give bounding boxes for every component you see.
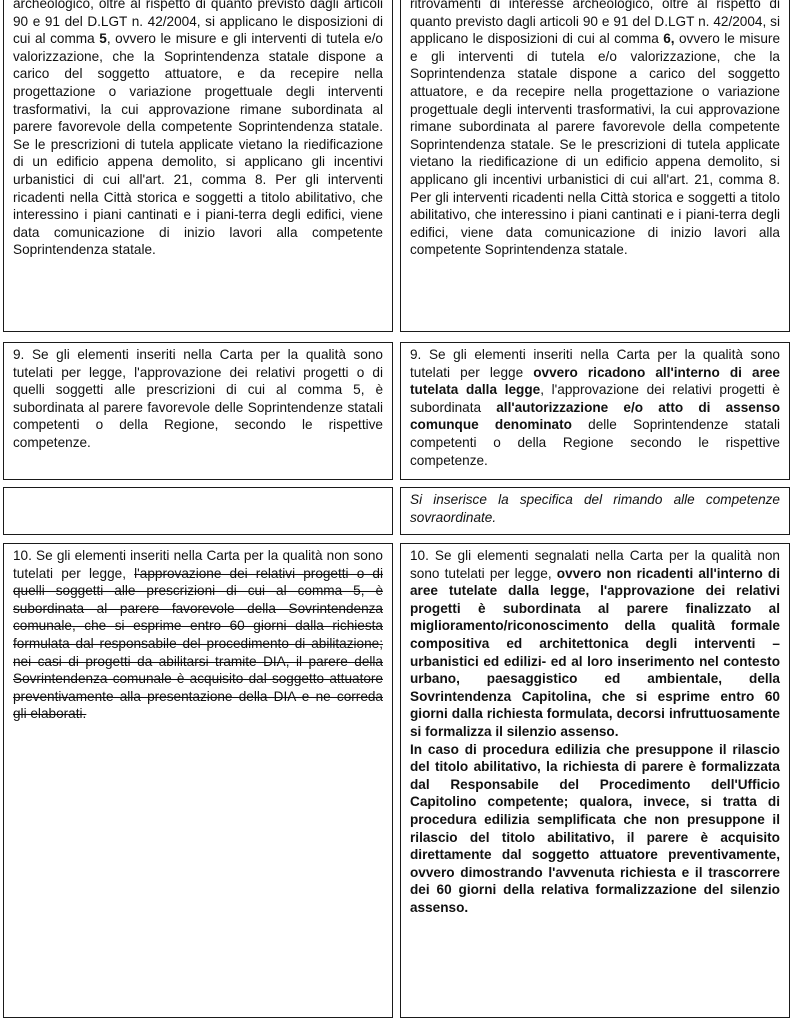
paragraph: [410, 343, 780, 469]
note-text: Si inserisce la specifica del rimando alle competenze sovraordinate.: [410, 492, 780, 525]
cell-article-9-left: [3, 342, 393, 480]
paragraph: 9. Se gli elementi inseriti nella Carta per la qualità sono tutelati per legge, l'approvazione dei relativi progetti o di quelli soggetti alle prescrizioni di cui al comma 5, è subordinata al parere favorevole delle Soprintendenze statali competenti o della Regione, secondo le rispettive competenze.: [13, 347, 383, 450]
cell-continuation-left: [3, 0, 393, 332]
cell-article-10-left: [3, 543, 393, 1018]
paragraph: In caso di procedura edilizia che presuppone il rilascio del titolo abilitativo, la richiesta di parere è formalizzata dal Responsabile del Procedimento dell'Ufficio Capitolino competente; qualora, invece, si tratta di procedura edilizia semplificata che non presuppone il rilascio del titolo abilitativo, il parere è acquisito direttamente dal soggetto attuatore preventivamente, ovvero dimostrando l'avvenuta richiesta e il trascorrere dei 60 giorni della relativa formalizzazione del silenzio assenso.: [410, 741, 780, 915]
struck-text: l'approvazione dei relativi progetti o di quelli soggetti alle prescrizioni di cui al comma 5, è subordinata al parere favorevole della Sovrintendenza comunale, che si esprime entro 60 giorni dalla richiesta formulata dal responsabile del procedimento di abilitazione; nei casi di progetti da abilitarsi tramite DIA, il parere della Sovrintendenza comunale è acquisito dal soggetto attuatore preventivamente alla presentazione della DIA e ne correda gli elaborati.: [13, 565, 383, 722]
text-run: ovvero le misure e gli interventi di tutela e/o valorizzazione, che la Soprintendenza statale dispone a carico del soggetto attuatore, e da recepire nella progettazione o variazione progettuale degli interventi trasformativi, la cui approvazione rimane subordinata al parere favorevole della competente Soprintendenza statale. Se le prescrizioni di tutela applicate vietano la riedificazione di un edificio appena demolito, si applicano gli incentivi urbanistici di cui all'art. 21, comma 8. Per gli interventi ricadenti nella Città storica e soggetti a titolo abilitativo, che interessino i piani cantinati e i piani-terra degli edifici, viene data comunicazione di inizio lavori alla competente Soprintendenza statale.: [410, 31, 780, 258]
text-run: , l'approvazione dei relativi progetti è subordinata: [410, 382, 780, 415]
paragraph: [410, 0, 780, 259]
paragraph: [13, 544, 383, 723]
paragraph: [410, 544, 780, 741]
text-run: ritrovamenti di interesse archeologico, oltre al rispetto di quanto previsto dagli articoli 90 e 91 del D.LGT n. 42/2004, si applicano le disposizioni di cui al comma: [410, 0, 780, 47]
bold-run: all'autorizzazione e/o atto di assenso comunque denominato: [410, 399, 781, 433]
paragraph: [13, 0, 383, 259]
text-run: 9. Se gli elementi inseriti nella Carta per la qualità sono tutelati per legge: [410, 347, 780, 380]
bold-run: 5: [99, 31, 107, 47]
text-run: delle Soprintendenze statali competenti o della Regione secondo le rispettive competenze.: [410, 417, 780, 468]
text-run: 10. Se gli elementi inseriti nella Carta per la qualità non sono tutelati per legge,: [13, 548, 383, 581]
cell-article-9-right: [400, 342, 790, 480]
cell-note-left: [3, 487, 393, 535]
cell-continuation-right: [400, 0, 790, 332]
cell-article-10-right: [400, 543, 790, 1018]
text-run: 10. Se gli elementi segnalati nella Carta per la qualità non sono tutelati per legge,: [410, 548, 780, 581]
bold-run: ovvero non ricadenti all'interno di aree tutelate dalla legge, l'approvazione dei relativi progetti è subordinata al parere finalizzato al miglioramento/riconoscimento della qualità formale compositiva ed architettonica degli interventi – urbanistici ed edilizi- ed al loro inserimento nel contesto urbano, paesaggistico ed ambientale, della Sovrintendenza Capitolina, che si esprime entro 60 giorni dalla richiesta formulata, decorsi infruttuosamente si formalizza il silenzio assenso.: [410, 565, 781, 739]
bold-run: ovvero ricadono all'interno di aree tutelata dalla legge: [410, 364, 780, 398]
cell-note-right: [400, 487, 790, 535]
bold-run: 6,: [663, 31, 675, 47]
text-run: archeologico, oltre al rispetto di quanto previsto dagli articoli 90 e 91 del D.LGT n. 42/2004, si applicano le disposizioni di cui al comma: [13, 0, 383, 47]
text-run: , ovvero le misure e gli interventi di tutela e/o valorizzazione, che la Soprintendenza statale dispone a carico del soggetto attuatore, e da recepire nella progettazione o variazione progettuale degli interventi trasformativi, la cui approvazione rimane subordinata al parere favorevole della competente Soprintendenza statale. Se le prescrizioni di tutela applicate vietano la riedificazione di un edificio appena demolito, si applicano gli incentivi urbanistici di cui all'art. 21, comma 8. Per gli interventi ricadenti nella Città storica e soggetti a titolo abilitativo, che interessino i piani cantinati e i piani-terra degli edifici, viene data comunicazione di inizio lavori alla competente Soprintendenza statale.: [13, 31, 383, 258]
